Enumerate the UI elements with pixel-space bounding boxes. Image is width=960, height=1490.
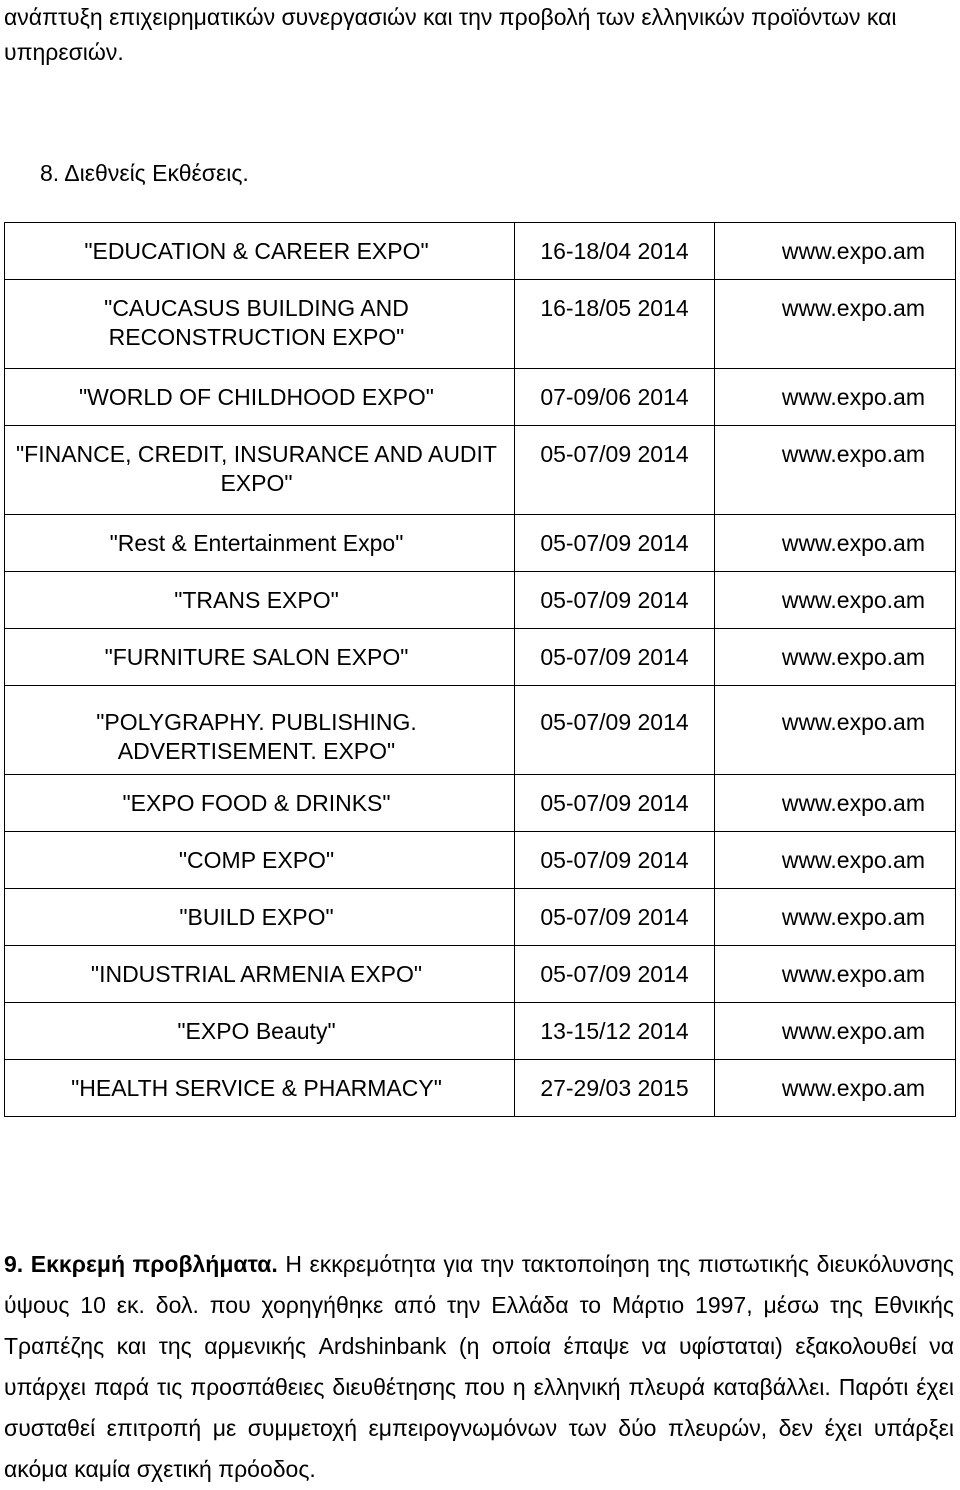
expo-website: www.expo.am — [715, 1003, 956, 1060]
expo-table — [4, 222, 956, 1117]
expo-website: www.expo.am — [715, 426, 956, 515]
expo-website: www.expo.am — [715, 629, 956, 686]
section-8-heading: 8. Διεθνείς Εκθέσεις. — [40, 160, 249, 186]
expo-row — [5, 369, 956, 426]
expo-name: "WORLD OF CHILDHOOD EXPO" — [5, 369, 515, 426]
expo-row — [5, 1060, 956, 1117]
expo-website: www.expo.am — [715, 572, 956, 629]
expo-name: "FURNITURE SALON EXPO" — [5, 629, 515, 686]
expo-website: www.expo.am — [715, 832, 956, 889]
expo-website: www.expo.am — [715, 1060, 956, 1117]
expo-row — [5, 223, 956, 280]
expo-website: www.expo.am — [715, 775, 956, 832]
expo-dates: 05-07/09 2014 — [515, 946, 715, 1003]
expo-dates: 05-07/09 2014 — [515, 629, 715, 686]
section-9-heading: 9. Εκκρεμή προβλήματα. — [4, 1251, 278, 1277]
expo-dates: 27-29/03 2015 — [515, 1060, 715, 1117]
expo-website: www.expo.am — [715, 515, 956, 572]
expo-name: "EDUCATION & CAREER EXPO" — [5, 223, 515, 280]
expo-website: www.expo.am — [715, 280, 956, 369]
expo-name: "CAUCASUS BUILDING AND RECONSTRUCTION EXPO" — [5, 280, 515, 369]
expo-dates: 16-18/04 2014 — [515, 223, 715, 280]
section-9-body: Η εκκρεμότητα για την τακτοποίηση της πιστωτικής διευκόλυνσης ύψους 10 εκ. δολ. που χορηγήθηκε από την Ελλάδα το Μάρτιο 1997, μέσω της Εθνικής Τραπέζης και της αρμενικής Ardshinbank (η οποία έπαψε να υφίσταται) εξακολουθεί να υπάρχει παρά τις προσπάθειες διευθέτησης που η ελληνική πλευρά καταβάλλει. Παρότι έχει συσταθεί επιτροπή με συμμετοχή εμπειρογνωμόνων των δύο πλευρών, δεν έχει υπάρξει ακόμα καμία σχετική πρόοδος. — [4, 1251, 954, 1482]
expo-website: www.expo.am — [715, 369, 956, 426]
expo-row — [5, 946, 956, 1003]
expo-website: www.expo.am — [715, 686, 956, 775]
expo-name: "TRANS EXPO" — [5, 572, 515, 629]
expo-row — [5, 280, 956, 369]
expo-name: "POLYGRAPHY. PUBLISHING. ADVERTISEMENT. EXPO" — [5, 686, 515, 775]
expo-row — [5, 832, 956, 889]
expo-name: "FINANCE, CREDIT, INSURANCE AND AUDIT EXPO" — [5, 426, 515, 515]
expo-dates: 05-07/09 2014 — [515, 889, 715, 946]
expo-row — [5, 572, 956, 629]
expo-name: "INDUSTRIAL ARMENIA EXPO" — [5, 946, 515, 1003]
section-9-paragraph — [4, 1244, 954, 1490]
expo-dates: 16-18/05 2014 — [515, 280, 715, 369]
expo-row — [5, 889, 956, 946]
expo-dates: 05-07/09 2014 — [515, 572, 715, 629]
expo-name: "EXPO FOOD & DRINKS" — [5, 775, 515, 832]
expo-dates: 05-07/09 2014 — [515, 686, 715, 775]
expo-row — [5, 515, 956, 572]
expo-row — [5, 686, 956, 775]
expo-dates: 05-07/09 2014 — [515, 426, 715, 515]
expo-row — [5, 426, 956, 515]
expo-dates: 13-15/12 2014 — [515, 1003, 715, 1060]
expo-dates: 05-07/09 2014 — [515, 515, 715, 572]
expo-name: "HEALTH SERVICE & PHARMACY" — [5, 1060, 515, 1117]
expo-name: "BUILD EXPO" — [5, 889, 515, 946]
expo-row — [5, 775, 956, 832]
expo-website: www.expo.am — [715, 946, 956, 1003]
expo-name: "EXPO Beauty" — [5, 1003, 515, 1060]
expo-dates: 07-09/06 2014 — [515, 369, 715, 426]
expo-name: "Rest & Entertainment Expo" — [5, 515, 515, 572]
expo-dates: 05-07/09 2014 — [515, 775, 715, 832]
expo-website: www.expo.am — [715, 223, 956, 280]
expo-row — [5, 1003, 956, 1060]
intro-paragraph: ανάπτυξη επιχειρηματικών συνεργασιών και την προβολή των ελληνικών προϊόντων και υπηρεσιών. — [4, 4, 897, 65]
expo-row — [5, 629, 956, 686]
expo-website: www.expo.am — [715, 889, 956, 946]
expo-name: "COMP EXPO" — [5, 832, 515, 889]
expo-dates: 05-07/09 2014 — [515, 832, 715, 889]
